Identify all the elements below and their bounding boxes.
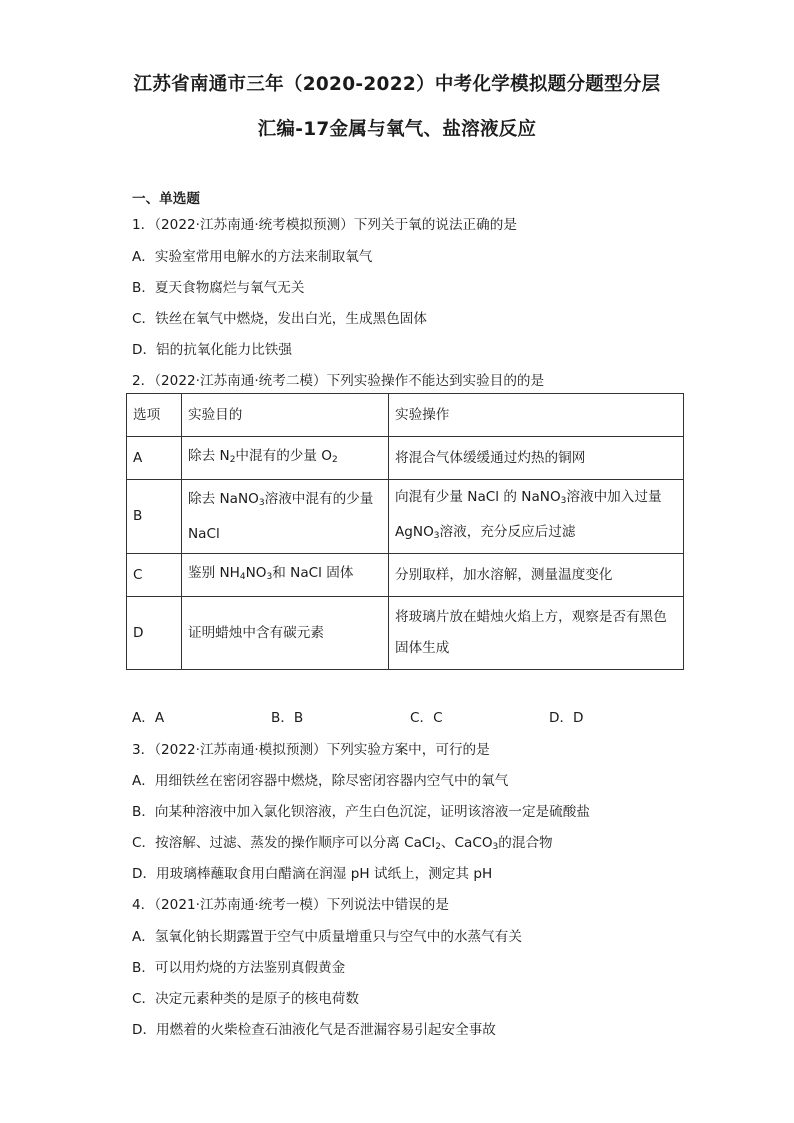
cell-text: 固体生成 xyxy=(395,640,450,656)
question-3-stem: 3．（2022·江苏南通·模拟预测）下列实验方案中，可行的是 xyxy=(132,742,490,758)
table-cell-goal xyxy=(182,480,389,554)
table-row xyxy=(127,554,684,597)
question-4-stem: 4．（2021·江苏南通·统考一模）下列说法中错误的是 xyxy=(132,897,449,913)
question-2-option-b: B．B xyxy=(271,710,304,726)
section-heading: 一、单选题 xyxy=(132,191,200,207)
table-header-row xyxy=(127,394,684,437)
question-2-table xyxy=(126,393,684,670)
document-title-line-1: 江苏省南通市三年（2020-2022）中考化学模拟题分题型分层 xyxy=(133,74,661,95)
subscript: 3 xyxy=(433,530,440,541)
table-cell-option: A xyxy=(127,437,182,480)
table-cell-option: C xyxy=(127,554,182,597)
question-3-option-d: D．用玻璃棒蘸取食用白醋滴在润湿 pH 试纸上，测定其 pH xyxy=(132,866,493,882)
cell-text: 和 NaCl 固体 xyxy=(272,564,354,581)
cell-text: AgNO xyxy=(395,523,434,540)
question-2-option-a: A．A xyxy=(132,710,165,726)
subscript: 2 xyxy=(332,454,338,465)
question-3-option-c xyxy=(132,831,553,852)
subscript: 3 xyxy=(266,571,273,582)
question-4-option-c: C．决定元素种类的是原子的核电荷数 xyxy=(132,991,359,1007)
table-cell-operation: 将混合气体缓缓通过灼热的铜网 xyxy=(389,437,684,480)
table-cell-goal xyxy=(182,437,389,480)
table-cell-operation xyxy=(389,480,684,554)
cell-text: 溶液，充分反应后过滤 xyxy=(439,523,576,540)
table-row xyxy=(127,437,684,480)
cell-text: NaCl xyxy=(188,525,220,542)
question-1-option-a: A．实验室常用电解水的方法来制取氧气 xyxy=(132,249,373,265)
table-cell-operation: 分别取样，加水溶解，测量温度变化 xyxy=(389,554,684,597)
question-1-option-c: C．铁丝在氧气中燃烧，发出白光，生成黑色固体 xyxy=(132,311,427,327)
table-header-cell: 实验目的 xyxy=(182,394,389,437)
subscript: 2 xyxy=(435,842,441,852)
table-cell-operation xyxy=(389,597,684,670)
cell-text: 鉴别 NH xyxy=(188,564,240,581)
table-cell-option: B xyxy=(127,480,182,554)
table-cell-goal: 证明蜡烛中含有碳元素 xyxy=(182,597,389,670)
cell-text: 将玻璃片放在蜡烛火焰上方，观察是否有黑色 xyxy=(395,609,667,625)
question-1-stem: 1．（2022·江苏南通·统考模拟预测）下列关于氧的说法正确的是 xyxy=(132,217,517,233)
option-text: 的混合物 xyxy=(498,835,553,851)
table-header-cell: 选项 xyxy=(127,394,182,437)
cell-text: 溶液中混有的少量 xyxy=(264,490,374,507)
question-4-option-b: B．可以用灼烧的方法鉴别真假黄金 xyxy=(132,960,346,976)
option-text: 、CaCO xyxy=(440,835,493,851)
cell-text: 除去 NaNO xyxy=(188,490,259,507)
subscript: 4 xyxy=(239,571,246,582)
cell-text: 除去 N xyxy=(188,447,230,464)
document-title-line-2: 汇编-17金属与氧气、盐溶液反应 xyxy=(257,119,537,140)
subscript: 3 xyxy=(258,497,265,508)
question-2-stem: 2．（2022·江苏南通·统考二模）下列实验操作不能达到实验目的的是 xyxy=(132,373,545,389)
table-header-cell: 实验操作 xyxy=(389,394,684,437)
table-cell-option: D xyxy=(127,597,182,670)
table-row xyxy=(127,597,684,670)
cell-text: 溶液中加入过量 xyxy=(566,488,662,505)
question-4-option-a: A．氢氧化钠长期露置于空气中质量增重只与空气中的水蒸气有关 xyxy=(132,929,522,945)
question-2-option-c: C．C xyxy=(410,710,443,726)
question-4-option-d: D．用燃着的火柴检查石油液化气是否泄漏容易引起安全事故 xyxy=(132,1022,496,1038)
table-row xyxy=(127,480,684,554)
subscript: 3 xyxy=(492,842,499,852)
cell-text: 中混有的少量 O xyxy=(235,447,333,464)
question-3-option-b: B．向某种溶液中加入氯化钡溶液，产生白色沉淀，证明该溶液一定是硫酸盐 xyxy=(132,804,590,820)
cell-text: NO xyxy=(245,564,267,581)
question-1-option-b: B．夏天食物腐烂与氧气无关 xyxy=(132,280,305,296)
question-2-option-d: D．D xyxy=(549,710,584,726)
option-text: C．按溶解、过滤、蒸发的操作顺序可以分离 CaCl xyxy=(132,835,436,851)
question-1-option-d: D．铝的抗氧化能力比铁强 xyxy=(132,342,292,358)
subscript: 3 xyxy=(560,495,567,506)
subscript: 2 xyxy=(229,454,236,465)
cell-text: 向混有少量 NaCl 的 NaNO xyxy=(395,488,561,505)
table-cell-goal xyxy=(182,554,389,597)
question-3-option-a: A．用细铁丝在密闭容器中燃烧，除尽密闭容器内空气中的氧气 xyxy=(132,773,509,789)
